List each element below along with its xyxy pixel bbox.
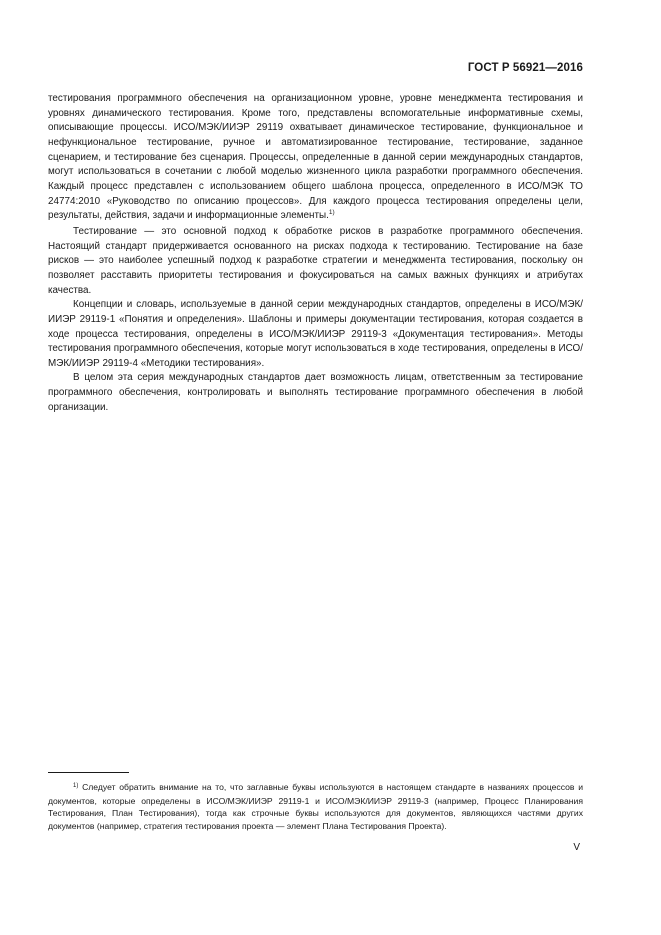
footnote: [48, 781, 583, 832]
body-text: [48, 92, 583, 415]
footnote-text: Следует обратить внимание на то, что заглавные буквы используются в настоящем стандарте в названиях процессов и документов, которые определены в ИСО/МЭК/ИИЭР 29119-1 и ИСО/МЭК/ИИЭР 29119-3 (например, Процесс Планирования Тестирования, План Тестирования), тогда как строчные буквы используются для документов, являющихся частями других документов (например, стратегия тестирования проекта — элемент Плана Тестирования Проекта).: [48, 782, 583, 831]
footnote-reference[interactable]: 1): [328, 209, 335, 217]
page-number: V: [573, 842, 580, 853]
document-standard-id: ГОСТ Р 56921—2016: [467, 62, 583, 74]
paragraph-3: Концепции и словарь, используемые в данной серии международных стандартов, определены в ИСО/МЭК/ИИЭР 29119-1 «Понятия и определения». Шаблоны и примеры документации тестирования, которая создается в ходе процесса тестирования, определены в ИСО/МЭК/ИИЭР 29119-3 «Документация тестирования». Методы тестирования программного обеспечения, которые могут использоваться в ходе тестирования, определены в ИСО/МЭК/ИИЭР 29119-4 «Методики тестирования».: [48, 299, 583, 369]
footnote-separator: [48, 772, 129, 773]
footnote-marker: 1): [73, 783, 79, 789]
paragraph-1-text: тестирования программного обеспечения на организационном уровне, уровне менеджмента тестирования и уровнях динамического тестирования. Кроме того, представлены вспомогательные информативные схемы, описывающие процессы. ИСО/МЭК/ИИЭР 29119 охватывает динамическое тестирование, функциональное и нефункциональное тестирование, ручное и автоматизированное тестирование, тестирование, заданное сценарием, и тестирование без сценария. Процессы, определенные в данной серии международных стандартов, могут использоваться в сочетании с любой моделью жизненного цикла разработки программного обеспечения. Каждый процесс представлен с использованием общего шаблона процесса, определенного в ИСО/МЭК ТО 24774:2010 «Руководство по описанию процессов». Для каждого процесса тестирования определены цели, результаты, действия, задачи и информационные элементы.: [48, 93, 583, 222]
paragraph-2: Тестирование — это основной подход к обработке рисков в разработке программного обеспечения. Настоящий стандарт придерживается основанного на рисках подхода к тестированию. Тестирование на базе рисков — это наиболее успешный подход к разработке стратегии и менеджмента тестирования, поскольку он позволяет расставить приоритеты тестирования и фокусироваться на самых важных функциях и атрибутах качества.: [48, 225, 583, 296]
paragraph-4: В целом эта серия международных стандартов дает возможность лицам, ответственным за тестирование программного обеспечения, контролировать и выполнять тестирование программного обеспечения в любой организации.: [48, 372, 583, 413]
paragraph-1: [48, 92, 583, 225]
